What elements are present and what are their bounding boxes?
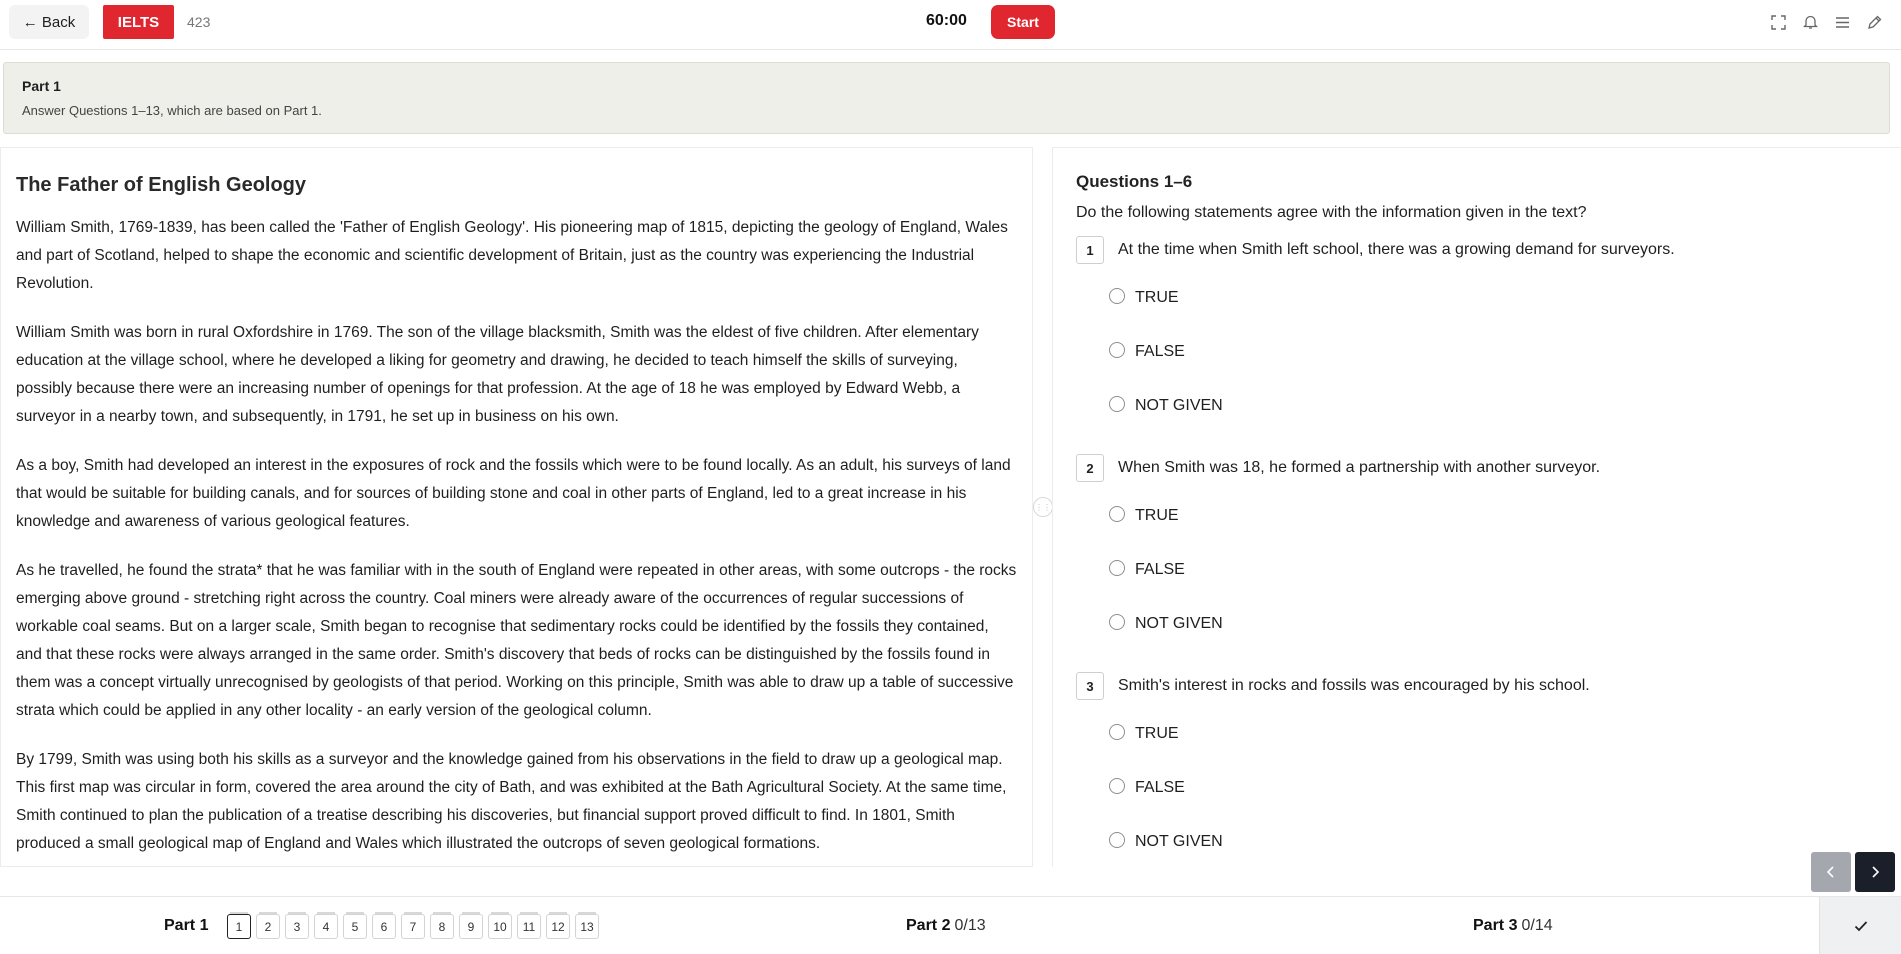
question-2 xyxy=(1076,454,1878,644)
radio-button[interactable] xyxy=(1109,614,1125,630)
questions-panel[interactable] xyxy=(1052,147,1901,867)
option-false[interactable] xyxy=(1109,318,1878,372)
radio-button[interactable] xyxy=(1109,342,1125,358)
passage-paragraph: By 1799, Smith was using both his skills as a surveyor and the knowledge gained from his observations in the field to draw up a geological map. This first map was circular in form, covered the area around the city of Bath, and was exhibited at the Bath Agricultural Society. At the same time, Smith continued to plan the publication of a treatise describing his discoveries, but financial support proved difficult to find. In 1801, Smith produced a small geological map of England and Wales which illustrated the outcrops of seven geological formations. xyxy=(16,751,1007,852)
part3-label: Part 3 xyxy=(1473,917,1518,934)
question-nav-button[interactable]: 12 xyxy=(546,914,570,939)
option-false[interactable] xyxy=(1109,536,1878,590)
option-not-given[interactable] xyxy=(1109,808,1878,862)
part-instruction: Answer Questions 1–13, which are based on Part 1. xyxy=(22,103,322,118)
question-nav-button[interactable]: 9 xyxy=(459,914,483,939)
question-3 xyxy=(1076,672,1878,862)
back-button[interactable] xyxy=(9,5,89,39)
radio-button[interactable] xyxy=(1109,724,1125,740)
passage-paragraph: As a boy, Smith had developed an interest in the exposures of rock and the fossils which were to be found locally. As an adult, his surveys of land that would be suitable for building canals, and for sources of building stone and coal in other parts of England, led to a great increase in his knowledge and awareness of various geological features. xyxy=(16,457,1011,530)
radio-button[interactable] xyxy=(1109,396,1125,412)
top-bar xyxy=(0,0,1901,50)
option-label: TRUE xyxy=(1135,289,1179,306)
option-label: NOT GIVEN xyxy=(1135,833,1223,850)
radio-button[interactable] xyxy=(1109,506,1125,522)
passage-paragraph: William Smith, 1769-1839, has been called the 'Father of English Geology'. His pioneering map of 1815, depicting the geology of England, Wales and part of Scotland, helped to shape the economic and scientific development of Britain, just as the country was experiencing the Industrial Revolution. xyxy=(16,219,1008,292)
question-nav-button[interactable]: 5 xyxy=(343,914,367,939)
part2-count: 0/13 xyxy=(954,917,986,934)
part2-tab[interactable] xyxy=(906,917,986,935)
question-1 xyxy=(1076,236,1878,426)
part1-tab[interactable]: Part 1 xyxy=(164,917,209,934)
part3-tab[interactable] xyxy=(1473,917,1553,935)
option-not-given[interactable] xyxy=(1109,590,1878,644)
chevron-left-icon xyxy=(1826,865,1836,879)
passage-title: The Father of English Geology xyxy=(16,174,307,196)
chevron-right-icon xyxy=(1870,865,1880,879)
previous-button[interactable] xyxy=(1811,852,1851,892)
question-nav-button[interactable]: 10 xyxy=(488,914,512,939)
radio-button[interactable] xyxy=(1109,832,1125,848)
question-nav-button[interactable]: 8 xyxy=(430,914,454,939)
menu-icon[interactable] xyxy=(1833,12,1851,32)
test-id: 423 xyxy=(187,14,211,30)
question-nav-button[interactable]: 11 xyxy=(517,914,541,939)
question-nav-button[interactable]: 13 xyxy=(575,914,599,939)
question-text: When Smith was 18, he formed a partnership with another surveyor. xyxy=(1118,459,1601,476)
question-number-list xyxy=(227,914,599,939)
question-number: 2 xyxy=(1076,454,1104,482)
option-label: TRUE xyxy=(1135,725,1179,742)
part2-label: Part 2 xyxy=(906,917,951,934)
option-label: FALSE xyxy=(1135,779,1185,796)
radio-button[interactable] xyxy=(1109,778,1125,794)
question-nav-button[interactable]: 3 xyxy=(285,914,309,939)
option-false[interactable] xyxy=(1109,754,1878,808)
question-nav-button[interactable]: 4 xyxy=(314,914,338,939)
submit-button[interactable] xyxy=(1819,897,1901,954)
question-nav-button[interactable]: 2 xyxy=(256,914,280,939)
option-label: NOT GIVEN xyxy=(1135,615,1223,632)
toolbar-icons xyxy=(1769,12,1883,32)
option-true[interactable] xyxy=(1109,700,1878,754)
question-nav-button[interactable]: 6 xyxy=(372,914,396,939)
part-banner xyxy=(3,62,1890,134)
question-nav-button[interactable]: 1 xyxy=(227,914,251,939)
resize-handle[interactable]: ⋮⋮ xyxy=(1033,497,1053,517)
start-button[interactable]: Start xyxy=(991,5,1055,39)
passage-paragraph: As he travelled, he found the strata* that he was familiar with in the south of England were repeated in other areas, with some outcrops - the rocks emerging above ground - stretching right across the country. Coal miners were already aware of the occurrences of regular successions of workable coal seams. But on a larger scale, Smith began to recognise that sedimentary rocks could be identified by the fossils they contained, and that these rocks were always arranged in the same order. Smith's discovery that beds of rocks can be distinguished by the fossils found in them was a concept virtually unrecognised by geologists of that period. Working on this principle, Smith was able to draw up a table of successive strata which could be applied in any other locality - an early version of the geological column. xyxy=(16,562,1017,719)
option-label: FALSE xyxy=(1135,343,1185,360)
option-label: TRUE xyxy=(1135,507,1179,524)
question-number: 3 xyxy=(1076,672,1104,700)
option-true[interactable] xyxy=(1109,482,1878,536)
check-icon xyxy=(1854,920,1868,932)
part3-count: 0/14 xyxy=(1521,917,1553,934)
radio-button[interactable] xyxy=(1109,560,1125,576)
back-label: ← Back xyxy=(22,13,76,31)
next-button[interactable] xyxy=(1855,852,1895,892)
pencil-icon[interactable] xyxy=(1865,12,1883,32)
reading-passage[interactable] xyxy=(0,147,1033,867)
passage-paragraph: William Smith was born in rural Oxfordshire in 1769. The son of the village blacksmith, Smith was the eldest of five children. After elementary education at the village school, where he developed a liking for geometry and drawing, he decided to teach himself the skills of surveying, possibly because there were an increasing number of openings for that profession. At the age of 18 he was employed by Edward Webb, a surveyor in a nearby town, and subsequently, in 1791, he set up in business on his own. xyxy=(16,324,979,425)
footer-nav xyxy=(0,896,1901,954)
option-not-given[interactable] xyxy=(1109,372,1878,426)
timer: 60:00 xyxy=(926,12,967,29)
questions-heading: Questions 1–6 xyxy=(1076,172,1193,191)
questions-instruction: Do the following statements agree with the information given in the text? xyxy=(1076,204,1587,221)
part-title: Part 1 xyxy=(22,78,61,94)
question-number: 1 xyxy=(1076,236,1104,264)
brand-logo: IELTS xyxy=(103,5,174,39)
option-true[interactable] xyxy=(1109,264,1878,318)
radio-button[interactable] xyxy=(1109,288,1125,304)
option-label: NOT GIVEN xyxy=(1135,397,1223,414)
option-label: FALSE xyxy=(1135,561,1185,578)
question-text: At the time when Smith left school, there was a growing demand for surveyors. xyxy=(1118,241,1675,258)
question-nav-button[interactable]: 7 xyxy=(401,914,425,939)
fullscreen-icon[interactable] xyxy=(1769,12,1787,32)
bell-icon[interactable] xyxy=(1801,12,1819,32)
question-text: Smith's interest in rocks and fossils was encouraged by his school. xyxy=(1118,677,1590,694)
